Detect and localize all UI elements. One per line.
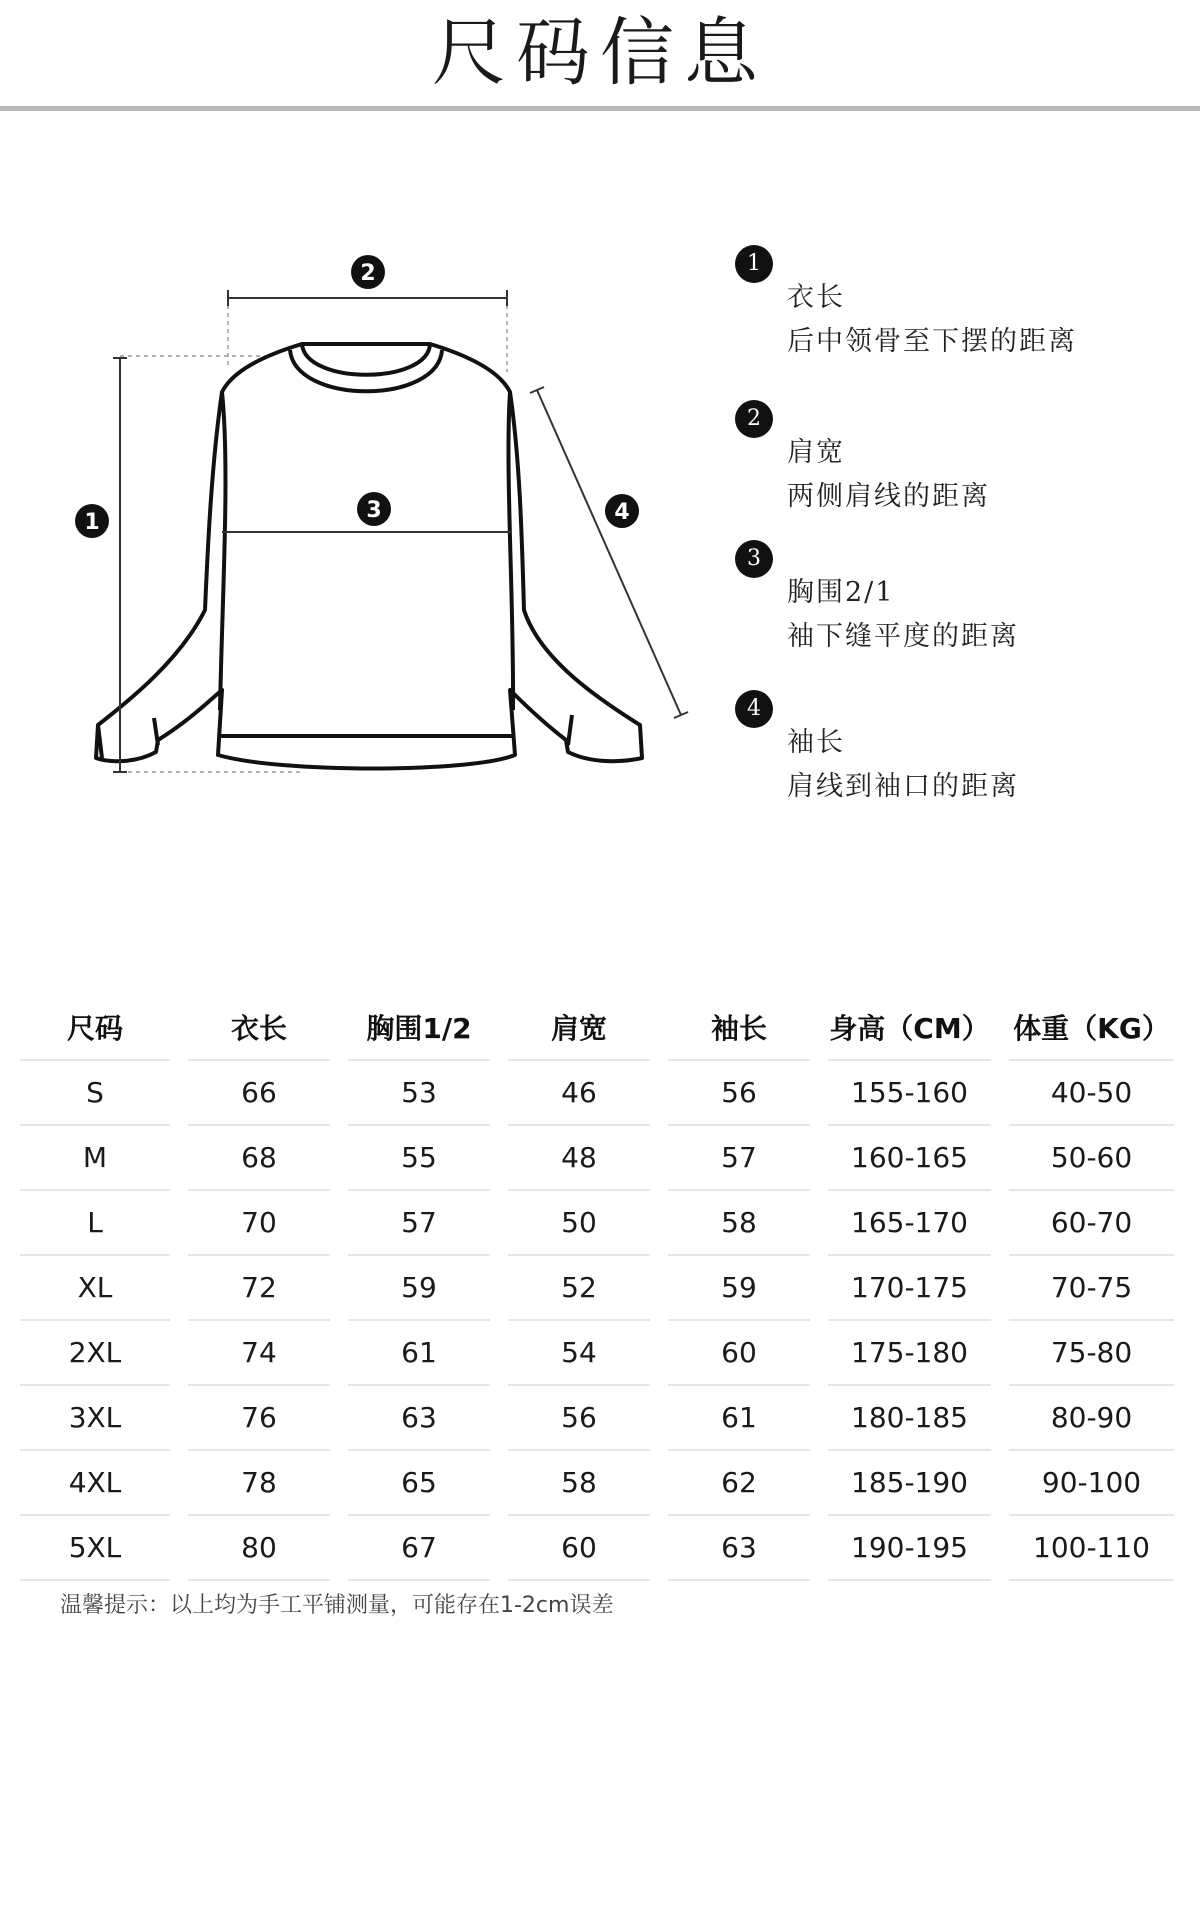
table-cell: 40-50	[1009, 1061, 1174, 1126]
table-cell: 57	[668, 1126, 810, 1191]
table-cell: 58	[508, 1451, 650, 1516]
column-header: 尺码	[20, 995, 170, 1061]
marker-1-label: 1	[84, 510, 100, 535]
table-cell: 55	[348, 1126, 490, 1191]
table-cell: 170-175	[828, 1256, 991, 1321]
column-header: 袖长	[668, 995, 810, 1061]
table-cell: 4XL	[20, 1451, 170, 1516]
table-cell: S	[20, 1061, 170, 1126]
title-divider	[0, 106, 1200, 111]
table-cell: 190-195	[828, 1516, 991, 1581]
table-cell: 70	[188, 1191, 330, 1256]
table-cell: 60-70	[1009, 1191, 1174, 1256]
table-cell: 78	[188, 1451, 330, 1516]
table-cell: 5XL	[20, 1516, 170, 1581]
table-cell: 65	[348, 1451, 490, 1516]
table-cell: 80	[188, 1516, 330, 1581]
column-header: 衣长	[188, 995, 330, 1061]
marker-4-label: 4	[614, 500, 630, 525]
table-cell: 74	[188, 1321, 330, 1386]
marker-3-label: 3	[366, 498, 382, 523]
table-cell: 63	[668, 1516, 810, 1581]
table-cell: 2XL	[20, 1321, 170, 1386]
table-cell: 67	[348, 1516, 490, 1581]
legend-title: 胸围2/1	[787, 577, 895, 608]
column-header: 肩宽	[508, 995, 650, 1061]
table-cell: 54	[508, 1321, 650, 1386]
table-cell: 155-160	[828, 1061, 991, 1126]
legend-description: 袖下缝平度的距离	[787, 621, 1019, 652]
measurement-note: 温馨提示：以上均为手工平铺测量，可能存在1-2cm误差	[60, 1593, 614, 1618]
table-cell: 76	[188, 1386, 330, 1451]
sweater-outline	[96, 344, 642, 769]
table-cell: 56	[668, 1061, 810, 1126]
table-cell: 50-60	[1009, 1126, 1174, 1191]
table-cell: 59	[668, 1256, 810, 1321]
table-cell: XL	[20, 1256, 170, 1321]
table-cell: 75-80	[1009, 1321, 1174, 1386]
table-cell: 60	[508, 1516, 650, 1581]
table-cell: 61	[668, 1386, 810, 1451]
table-cell: 46	[508, 1061, 650, 1126]
table-cell: 60	[668, 1321, 810, 1386]
table-cell: 53	[348, 1061, 490, 1126]
column-header: 胸围1/2	[348, 995, 490, 1061]
table-cell: 90-100	[1009, 1451, 1174, 1516]
marker-2-label: 2	[360, 261, 376, 286]
table-cell: 59	[348, 1256, 490, 1321]
table-cell: 63	[348, 1386, 490, 1451]
legend-description: 后中领骨至下摆的距离	[787, 326, 1077, 357]
legend-title: 袖长	[787, 727, 845, 758]
table-cell: 100-110	[1009, 1516, 1174, 1581]
table-cell: 52	[508, 1256, 650, 1321]
table-cell: 180-185	[828, 1386, 991, 1451]
table-cell: 48	[508, 1126, 650, 1191]
table-cell: 70-75	[1009, 1256, 1174, 1321]
page-title: 尺码信息	[432, 10, 768, 96]
table-cell: 57	[348, 1191, 490, 1256]
table-row	[20, 1516, 1174, 1581]
table-row	[20, 1451, 1174, 1516]
legend-number: 2	[735, 400, 773, 438]
table-cell: 50	[508, 1191, 650, 1256]
table-cell: M	[20, 1126, 170, 1191]
column-header: 体重（KG）	[1009, 995, 1174, 1061]
legend-number: 1	[735, 245, 773, 283]
table-cell: 185-190	[828, 1451, 991, 1516]
table-cell: 58	[668, 1191, 810, 1256]
legend-description: 肩线到袖口的距离	[787, 771, 1019, 802]
size-table	[2, 995, 1192, 1581]
table-cell: 61	[348, 1321, 490, 1386]
table-cell: 165-170	[828, 1191, 991, 1256]
table-cell: L	[20, 1191, 170, 1256]
table-cell: 68	[188, 1126, 330, 1191]
table-row	[20, 1256, 1174, 1321]
table-cell: 175-180	[828, 1321, 991, 1386]
table-header-row	[20, 995, 1174, 1061]
table-cell: 56	[508, 1386, 650, 1451]
legend-title: 肩宽	[787, 437, 845, 468]
column-header: 身高（CM）	[828, 995, 991, 1061]
table-cell: 3XL	[20, 1386, 170, 1451]
legend-number: 4	[735, 690, 773, 728]
table-row	[20, 1321, 1174, 1386]
table-cell: 72	[188, 1256, 330, 1321]
table-cell: 160-165	[828, 1126, 991, 1191]
legend-number: 3	[735, 540, 773, 578]
sweater-diagram	[0, 220, 700, 800]
table-row	[20, 1386, 1174, 1451]
legend-description: 两侧肩线的距离	[787, 481, 990, 512]
table-cell: 66	[188, 1061, 330, 1126]
legend-title: 衣长	[787, 282, 845, 313]
table-row	[20, 1191, 1174, 1256]
table-cell: 62	[668, 1451, 810, 1516]
table-row	[20, 1061, 1174, 1126]
table-row	[20, 1126, 1174, 1191]
table-cell: 80-90	[1009, 1386, 1174, 1451]
